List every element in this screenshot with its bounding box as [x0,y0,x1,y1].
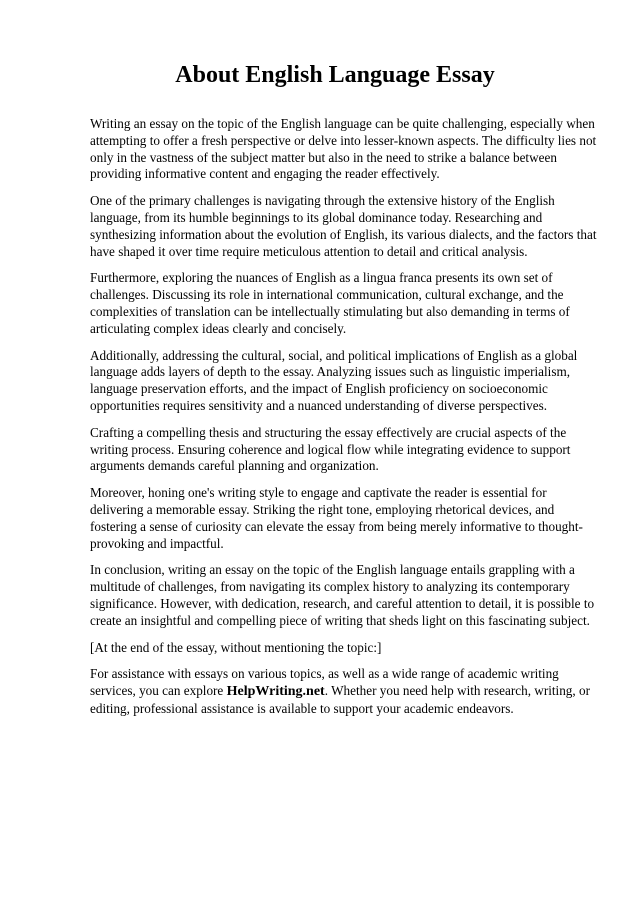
paragraph-3: Furthermore, exploring the nuances of English as a lingua franca presents its own set of challenges. Discussing its role in international communication, cultural exchange, and the complexities of translation can be intellectually stimulating but also demanding in terms of articulating complex ideas clearly and concisely. [90,270,570,336]
helpwriting-link[interactable]: HelpWriting.net [226,684,325,700]
closing-paragraph [90,666,598,717]
page-title: About English Language Essay [175,62,495,88]
paragraph-5: Crafting a compelling thesis and structuring the essay effectively are crucial aspects of the writing process. Ensuring coherence and logical flow while integrating evidence to support arguments demands careful planning and organization. [90,424,571,474]
paragraph-2: One of the primary challenges is navigating through the extensive history of the English language, from its humble beginnings to its global dominance today. Researching and synthesizing information about the evolution of English, its various dialects, and the factors that have shaped it over time require meticulous attention to detail and critical analysis. [90,193,597,259]
closing-text-after: . Whether you need help with research, writing, or editing, professional assistance is available to support your academic endeavors. [90,683,590,716]
document-page [90,58,598,728]
closing-text-before: For assistance with essays on various topics, as well as a wide range of academic writing services, you can explore [90,666,559,699]
paragraph-1: Writing an essay on the topic of the English language can be quite challenging, especially when attempting to offer a fresh perspective or delve into lesser-known aspects. The difficulty lies not only in the vastness of the subject matter but also in the need to strike a balance between providing informative content and engaging the reader effectively. [90,116,597,182]
paragraph-8: [At the end of the essay, without mentioning the topic:] [90,639,382,655]
paragraph-4: Additionally, addressing the cultural, social, and political implications of English as a global language adds layers of depth to the essay. Analyzing issues such as linguistic imperialism, language preservation efforts, and the impact of English proficiency on socioeconomic opportunities requires sensitivity and a nuanced understanding of diverse perspectives. [90,347,578,413]
paragraph-6: Moreover, honing one's writing style to engage and captivate the reader is essential for delivering a memorable essay. Striking the right tone, employing rhetorical devices, and fostering a sense of curiosity can elevate the essay from being merely informative to thought-provoking and impactful. [90,485,583,551]
paragraph-7: In conclusion, writing an essay on the topic of the English language entails grappling with a multitude of challenges, from navigating its complex history to analyzing its contemporary significance. However, with dedication, research, and careful attention to detail, it is possible to create an insightful and compelling piece of writing that sheds light on this fascinating subject. [90,562,595,628]
